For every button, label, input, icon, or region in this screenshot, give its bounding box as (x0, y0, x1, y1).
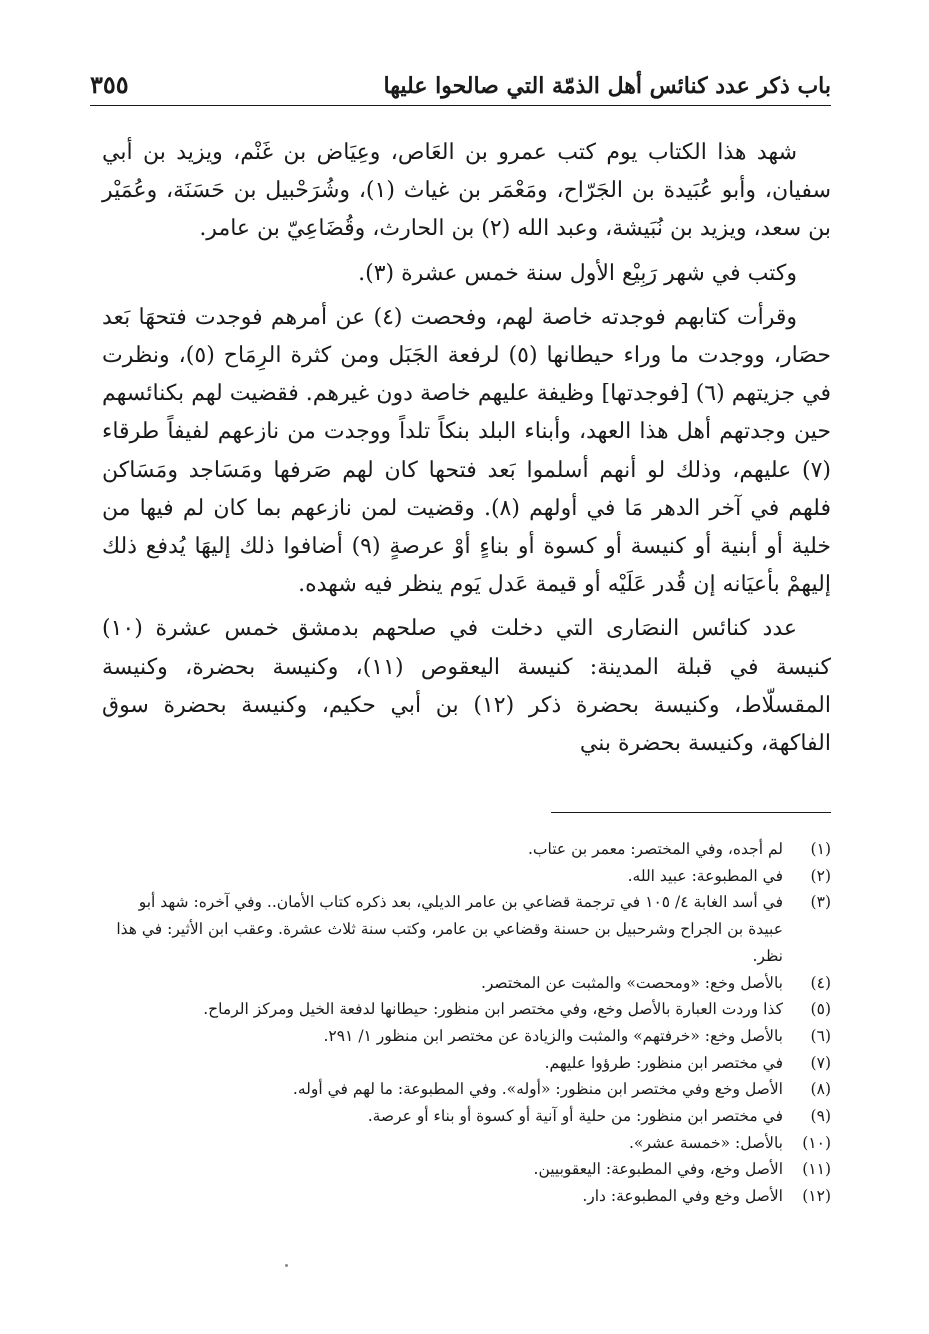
footnote-number: (١١) (802, 1160, 831, 1179)
footnote-9 (100, 1103, 831, 1130)
body-text (102, 134, 831, 769)
footnote-text: في مختصر ابن منظور: طرؤوا عليهم. (544, 1053, 783, 1072)
footnote-text: في مختصر ابن منظور: من حلية أو آنية أو كسوة أو بناء أو عرصة. (367, 1107, 783, 1126)
footnotes (100, 836, 831, 1210)
footnote-number: (١) (810, 840, 831, 858)
footnote-text: الأصل وخع، وفي المطبوعة: اليعقوبيين. (533, 1160, 783, 1179)
running-head (90, 66, 831, 106)
footnote-number: (٨) (810, 1080, 831, 1099)
footnote-divider (551, 812, 831, 813)
footnote-2 (100, 863, 831, 890)
footnote-5 (100, 996, 831, 1023)
footnote-1 (100, 836, 831, 863)
footnote-12 (100, 1183, 831, 1210)
footnote-number: (٢) (810, 866, 831, 885)
footnote-text: الأصل وخع وفي مختصر ابن منظور: «أوله». وفي المطبوعة: ما لهم في أوله. (292, 1080, 783, 1099)
footnote-number: (٣) (810, 893, 831, 912)
paragraph-churches: عدد كنائس النصَارى التي دخلت في صلحهم بدمشق خمس عشرة (١٠) كنيسة في قبلة المدينة: كنيسة اليعقوص (١١)، وكنيسة بحضرة، وكنيسة المقسلّاط، وكنيسة بحضرة ذكر (١٢) بن أبي حكيم، وكنيسة بحضرة سوق الفاكهة، وكنيسة بحضرة بني (102, 616, 831, 757)
paragraph-witnesses: شهد هذا الكتاب يوم كتب عمرو بن العَاص، وعِيَاض بن غَنْم، ويزيد بن أبي سفيان، وأبو عُبَيدة بن الجَرّاح، ومَعْمَر بن غياث (١)، وشُرَحْبيل بن حَسَنَة، وعُمَيْر بن سعد، ويزيد بن نُبَيشة، وعبد الله (٢) بن الحارث، وقُضَاعِيّ بن عامر. (102, 140, 831, 242)
scan-speck (285, 1264, 288, 1267)
footnote-text: بالأصل وخع: «ومحصت» والمثبت عن المختصر. (480, 973, 783, 992)
running-title: باب ذكر عدد كنائس أهل الذمّة التي صالحوا عليها (383, 73, 831, 99)
footnote-text: بالأصل وخع: «خرفتهم» والمثبت والزيادة عن مختصر ابن منظور ١/ ٢٩١. (323, 1026, 783, 1045)
paragraph-judgment: وقرأت كتابهم فوجدته خاصة لهم، وفحصت (٤) عن أمرهم فوجدت فتحهَا بَعد حصَار، ووجدت ما وراء حيطانها (٥) لرفعة الجَبَل ومن كثرة الرِمَاح (٥)، ونظرت في جزيتهم (٦) [فوجدتها] وظيفة عليهم خاصة دون غيرهم. فقضيت لهم بكنائسهم حين وجدتهم أهل هذا العهد، وأبناء البلد بنكاً تلداً ووجدت من نازعهم لفيفاً طرقاء (٧) عليهم، وذلك لو أنهم أسلموا بَعد فتحها كان لهم صَرفها ومَسَاجد ومَسَاكن فلهم في آخر الدهر مَا في أولهم (٨). وقضيت لمن نازعهم بما كان لم فيها من خلية أو أبنية أو كنيسة أو كسوة أو بناءٍ أوْ عرصةٍ (٩) أضافوا ذلك إليهَا يُدفع ذلك إليهمْ بأعيَانه إن قُدر عَلَيْه أو قيمة عَدل يَوم ينظر فيه شهده. (102, 304, 831, 598)
footnote-text: في المطبوعة: عبيد الله. (627, 866, 783, 885)
footnote-3 (100, 889, 831, 969)
footnote-4 (100, 970, 831, 997)
page-number: ٣٥٥ (90, 70, 129, 99)
footnote-number: (١٠) (802, 1133, 831, 1152)
footnote-text: كذا وردت العبارة بالأصل وخع، وفي مختصر ابن منظور: حيطانها لدفعة الخيل ومركز الرماح. (203, 1000, 783, 1019)
footnote-8 (100, 1076, 831, 1103)
footnote-number: (٧) (810, 1053, 831, 1072)
footnote-text: بالأصل: «خمسة عشر». (628, 1133, 783, 1152)
paragraph-date: وكتب في شهر رَبِيْع الأول سنة خمس عشرة (٣). (358, 260, 797, 286)
footnote-number: (٩) (810, 1107, 831, 1126)
footnote-number: (٦) (810, 1026, 831, 1045)
footnote-10 (100, 1130, 831, 1157)
footnote-text: لم أجده، وفي المختصر: معمر بن عتاب. (527, 840, 783, 858)
footnote-number: (١٢) (802, 1187, 831, 1206)
footnote-7 (100, 1050, 831, 1077)
footnote-text: الأصل وخع وفي المطبوعة: دار. (582, 1187, 783, 1206)
footnote-6 (100, 1023, 831, 1050)
footnote-text: في أسد الغابة ٤/ ١٠٥ في ترجمة قضاعي بن عامر الديلي، بعد ذكره كتاب الأمان.. وفي آخره: شهد أبو عبيدة بن الجراح وشرحبيل بن حسنة وقضاعي بن عامر، وكتب سنة ثلاث عشرة. وعقب ابن الأثير: في هذا نظر. (116, 893, 783, 965)
footnote-number: (٥) (810, 1000, 831, 1019)
footnote-11 (100, 1156, 831, 1183)
footnote-number: (٤) (810, 973, 831, 992)
